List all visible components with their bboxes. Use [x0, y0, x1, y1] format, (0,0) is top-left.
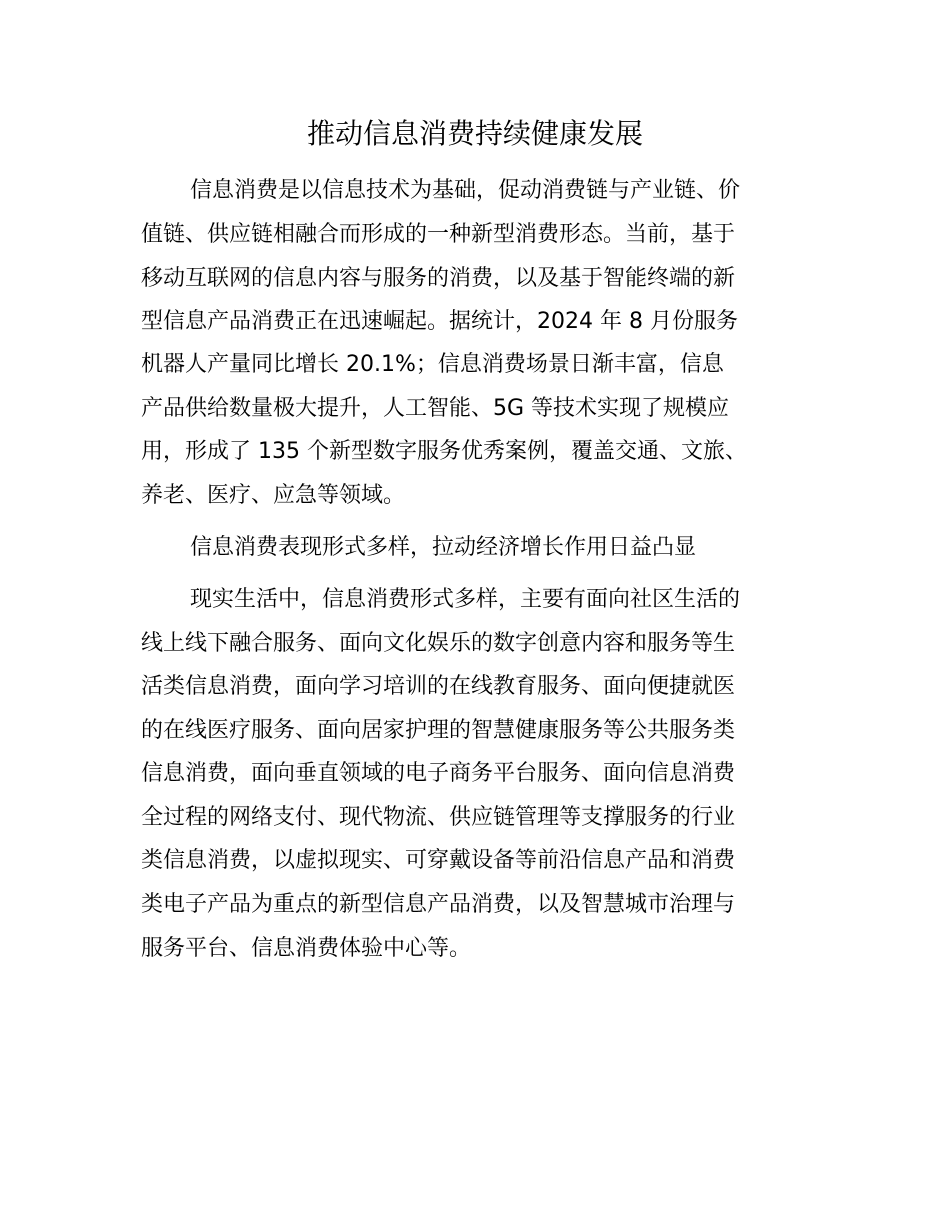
paragraph1-line-1: 信息消费是以信息技术为基础，促动消费链与产业链、价	[190, 178, 741, 203]
paragraph2-line-5: 信息消费，面向垂直领域的电子商务平台服务、面向信息消费	[141, 761, 736, 786]
paragraph2-line-9: 服务平台、信息消费体验中心等。	[141, 936, 472, 961]
paragraph2-line-6: 全过程的网络支付、现代物流、供应链管理等支撑服务的行业	[141, 805, 736, 830]
paragraph2-line-8: 类电子产品为重点的新型信息产品消费，以及智慧城市治理与	[141, 892, 736, 917]
paragraph2-line-3: 活类信息消费，面向学习培训的在线教育服务、面向便捷就医	[141, 674, 736, 699]
paragraph2-line-4: 的在线医疗服务、面向居家护理的智慧健康服务等公共服务类	[141, 718, 736, 743]
paragraph1-line-3: 移动互联网的信息内容与服务的消费，以及基于智能终端的新	[141, 266, 736, 291]
section-subheading: 信息消费表现形式多样，拉动经济增长作用日益凸显	[190, 535, 697, 560]
paragraph2-line-2: 线上线下融合服务、面向文化娱乐的数字创意内容和服务等生	[141, 631, 736, 656]
paragraph1-line-5: 机器人产量同比增长 20.1%；信息消费场景日渐丰富，信息	[141, 352, 724, 377]
document-title: 推动信息消费持续健康发展	[306, 117, 643, 150]
paragraph1-line-6: 产品供给数量极大提升，人工智能、5G 等技术实现了规模应	[141, 396, 730, 421]
paragraph1-line-7: 用，形成了 135 个新型数字服务优秀案例，覆盖交通、文旅、	[141, 439, 747, 464]
paragraph2-line-1: 现实生活中，信息消费形式多样，主要有面向社区生活的	[190, 587, 741, 612]
paragraph1-line-4: 型信息产品消费正在迅速崛起。据统计，2024 年 8 月份服务	[141, 309, 738, 334]
paragraph1-line-8: 养老、医疗、应急等领域。	[141, 483, 406, 508]
paragraph1-line-2: 值链、供应链相融合而形成的一种新型消费形态。当前，基于	[141, 222, 736, 247]
paragraph2-line-7: 类信息消费，以虚拟现实、可穿戴设备等前沿信息产品和消费	[141, 848, 736, 873]
